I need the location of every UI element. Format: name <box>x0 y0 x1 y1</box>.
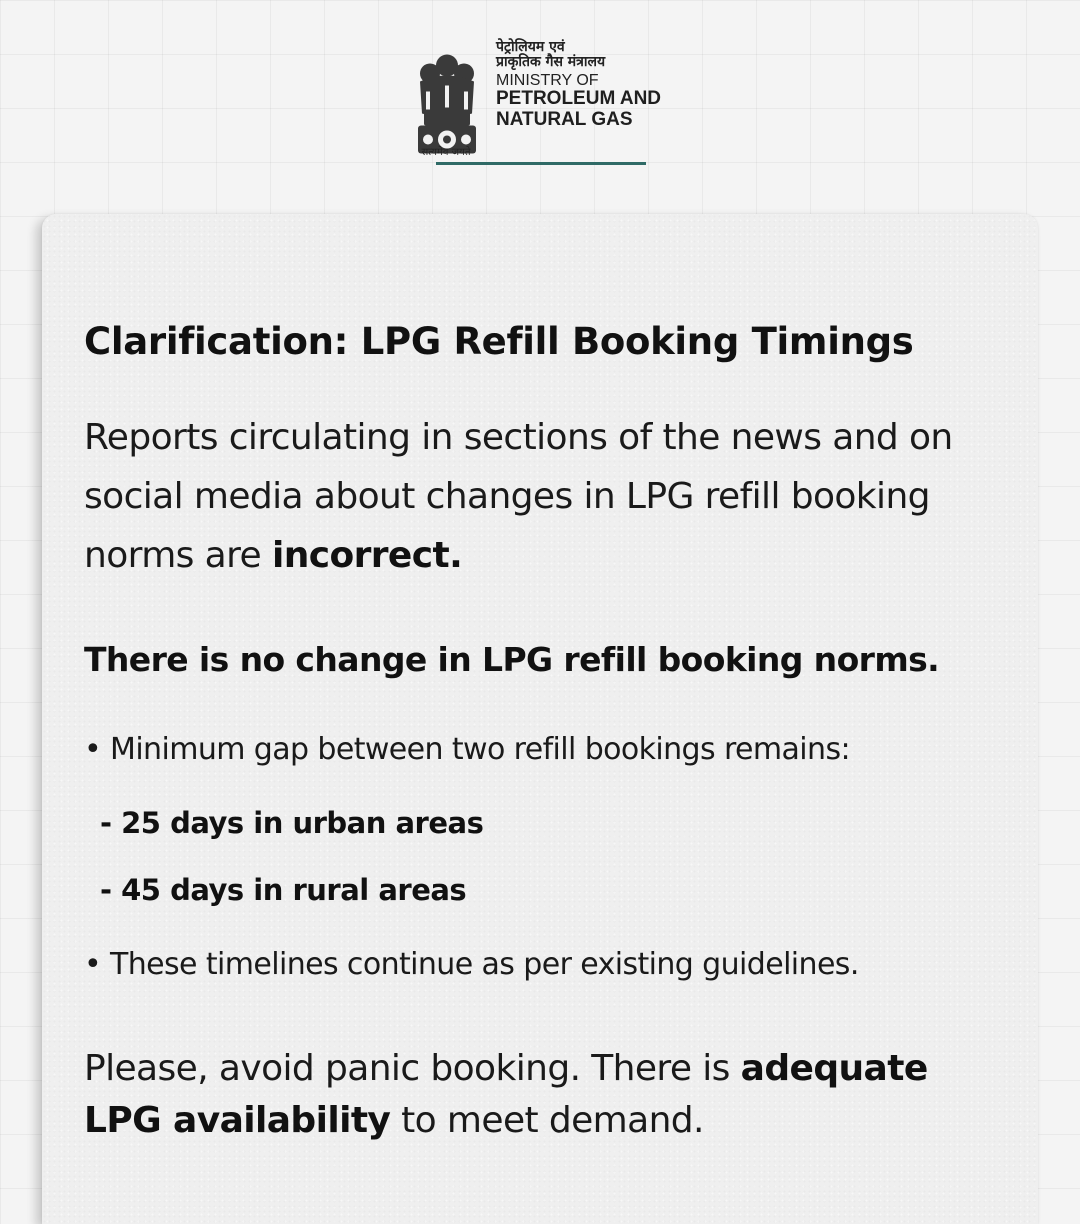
notice-closing-paragraph <box>84 1043 1004 1147</box>
sub-item-rural: - 45 days in rural areas <box>100 873 467 907</box>
ministry-header <box>408 30 662 170</box>
lead-text: Reports circulating in sections of the news and on social media about changes in LPG refill booking norms are <box>84 417 953 576</box>
sub-item-urban: - 25 days in urban areas <box>100 806 484 840</box>
notice-subheading: There is no change in LPG refill booking norms. <box>84 640 940 679</box>
ministry-name-english-line1: MINISTRY OF <box>496 71 599 89</box>
closing-text-1: Please, avoid panic booking. There is <box>84 1048 741 1089</box>
emblem-motto: सत्यमेव जयते <box>421 147 471 158</box>
ministry-name-hindi-line2: प्राकृतिक गैस मंत्रालय <box>496 54 606 71</box>
bullet-minimum-gap: • Minimum gap between two refill bookings remains: <box>84 732 850 767</box>
closing-bold-text: adequate LPG availability <box>84 1048 928 1141</box>
ministry-name-hindi-line1: पेट्रोलियम एवं <box>496 39 565 55</box>
closing-text-2: to meet demand. <box>390 1100 704 1141</box>
ministry-name-english-line2: PETROLEUM AND <box>496 88 662 110</box>
ministry-name <box>496 40 661 131</box>
ministry-name-english-line3: NATURAL GAS <box>496 109 633 131</box>
notice-lead-paragraph <box>84 408 1004 585</box>
header-accent-divider <box>436 162 646 165</box>
bullet-timelines: • These timelines continue as per existing guidelines. <box>84 947 859 982</box>
lead-bold-text: incorrect. <box>271 535 463 576</box>
notice-title: Clarification: LPG Refill Booking Timings <box>84 320 914 363</box>
